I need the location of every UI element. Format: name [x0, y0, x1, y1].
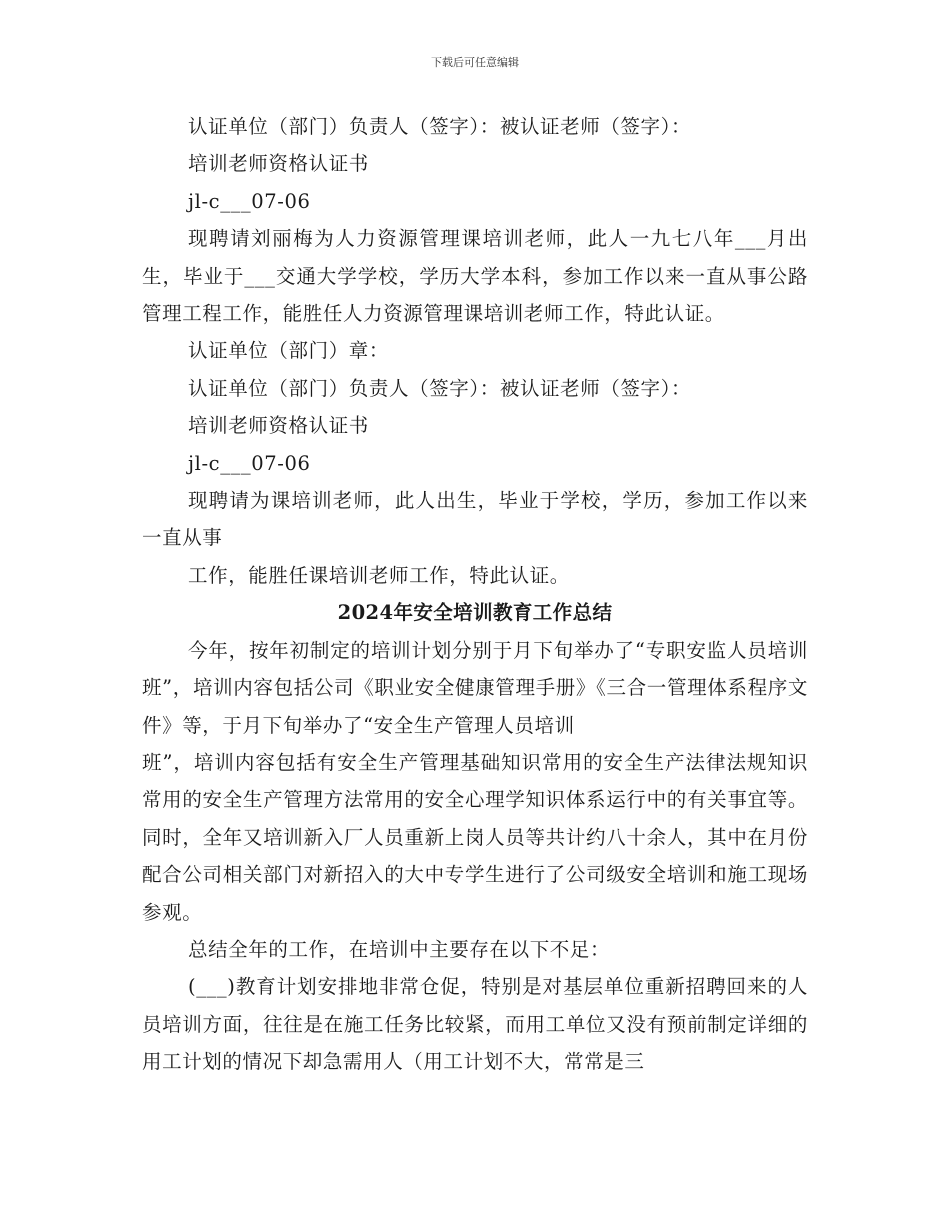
section-title: 2024年安全培训教育工作总结: [337, 601, 613, 625]
summary-paragraph: 今年，按年初制定的培训计划分别于月下旬举办了“专职安监人员培训班”，培训内容包括公司《职业安全健康管理手册》《三合一管理体系程序文件》等，于月下旬举办了“安全生产管理人员培训: [142, 638, 808, 737]
document-code: jl-c___07-06: [188, 451, 311, 475]
summary-paragraph: (___)教育计划安排地非常仓促，特别是对基层单位重新招聘回来的人员培训方面，往往是在施工任务比较紧，而用工单位又没有预前制定详细的用工计划的情况下却急需用人（用工计划不大，常常是三: [142, 975, 808, 1074]
certificate-title: 培训老师资格认证书: [188, 152, 369, 176]
certificate-body: 现聘请为课培训老师，此人出生，毕业于学校，学历，参加工作以来一直从事: [142, 489, 808, 550]
certificate-title: 培训老师资格认证书: [188, 414, 369, 438]
document-code: jl-c___07-06: [188, 189, 311, 213]
certificate-body-continued: 工作，能胜任课培训老师工作，特此认证。: [188, 563, 570, 587]
document-body: [142, 108, 808, 1081]
page-header: 下载后可任意编辑: [431, 56, 519, 69]
signature-line: 认证单位（部门）负责人（签字）：被认证老师（签字）：: [188, 115, 692, 138]
certificate-body: 现聘请刘丽梅为人力资源管理课培训老师，此人一九七八年___月出生，毕业于___交通大学学校，学历大学本科，参加工作以来一直从事公路管理工程工作，能胜任人力资源管理课培训老师工作，特此认证。: [142, 227, 808, 326]
summary-paragraph: 总结全年的工作，在培训中主要存在以下不足：: [188, 937, 611, 961]
seal-line: 认证单位（部门）章：: [188, 339, 390, 363]
signature-line: 认证单位（部门）负责人（签字）：被认证老师（签字）：: [188, 376, 692, 400]
summary-paragraph: 班”，培训内容包括有安全生产管理基础知识常用的安全生产法律法规知识常用的安全生产管理方法常用的安全心理学知识体系运行中的有关事宜等。同时，全年又培训新入厂人员重新上岗人员等共计约八十余人，其中在月份配合公司相关部门对新招入的大中专学生进行了公司级安全培训和施工现场参观。: [142, 750, 808, 924]
